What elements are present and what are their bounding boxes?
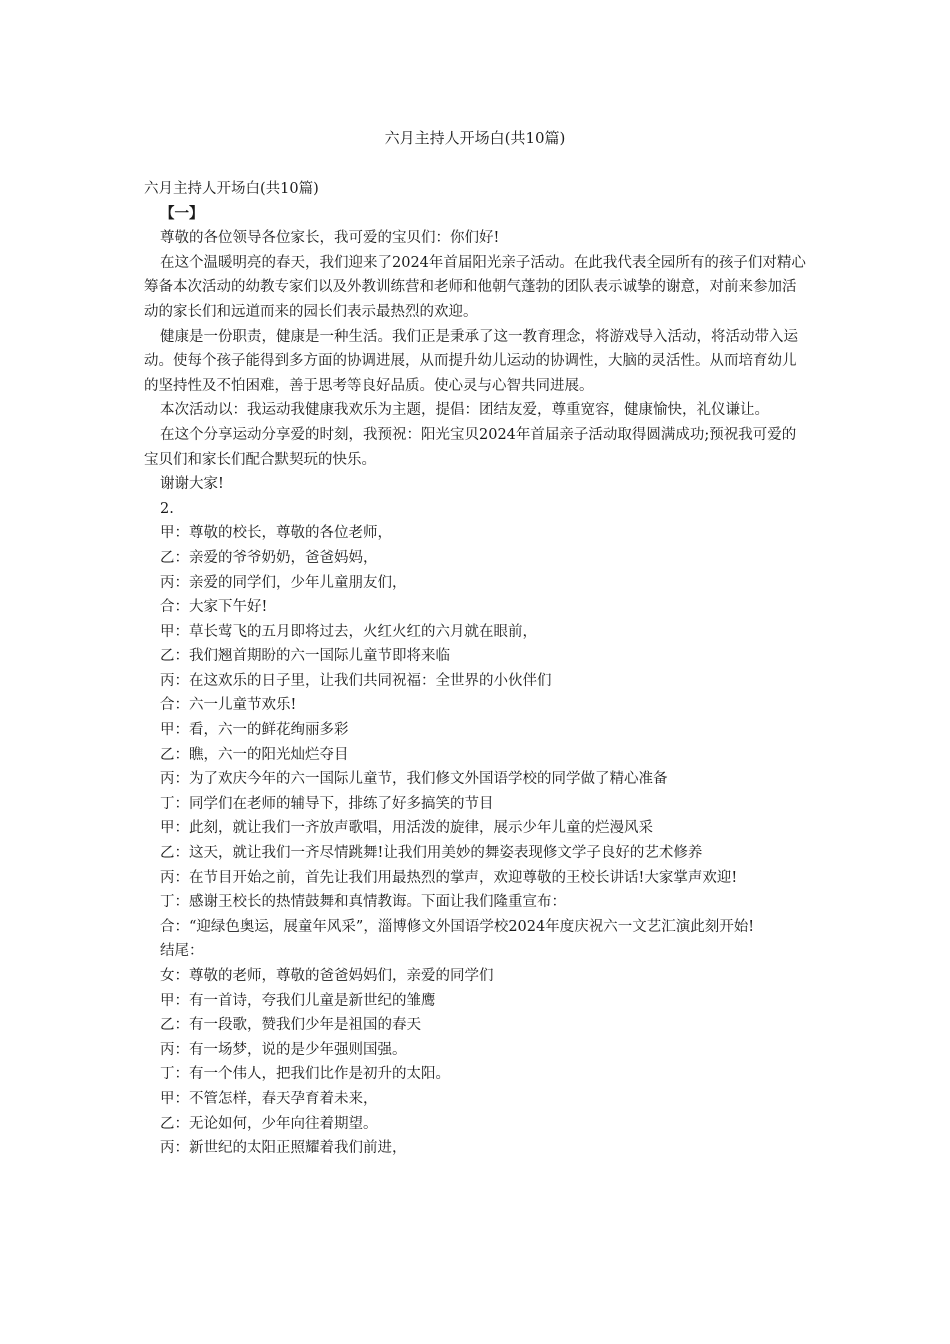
paragraph: 甲：不管怎样，春天孕育着未来， [160, 1090, 378, 1107]
paragraph: 乙：瞧，六一的阳光灿烂夺目 [160, 746, 349, 763]
paragraph: 2. [160, 500, 174, 517]
paragraph: 丁：有一个伟人，把我们比作是初升的太阳。 [160, 1066, 450, 1083]
paragraph: 丙：在这欢乐的日子里，让我们共同祝福：全世界的小伙伴们 [160, 672, 552, 689]
paragraph: 乙：亲爱的爷爷奶奶，爸爸妈妈， [160, 549, 378, 566]
paragraph: 丙：亲爱的同学们，少年儿童朋友们， [160, 574, 407, 591]
paragraph: 谢谢大家! [160, 476, 224, 493]
paragraph: 丙：新世纪的太阳正照耀着我们前进， [160, 1140, 407, 1157]
paragraph: 甲：有一首诗，夸我们儿童是新世纪的雏鹰 [160, 992, 436, 1009]
paragraph: 丙：有一场梦，说的是少年强则国强。 [160, 1041, 407, 1058]
paragraph: 六月主持人开场白(共10篇) [144, 181, 319, 197]
paragraph: 在这个温暖明亮的春天，我们迎来了2024年首届阳光亲子活动。在此我代表全园所有的孩子们对精心筹备本次活动的幼教专家们以及外教训练营和老师和他朝气蓬勃的团队表示诚挚的谢意，对前来参加活动的家长们和远道而来的园长们表示最热烈的欢迎。 [144, 254, 806, 320]
paragraph: 尊敬的各位领导各位家长，我可爱的宝贝们：你们好! [160, 230, 500, 247]
paragraph: 乙：无论如何，少年向往着期望。 [160, 1115, 378, 1132]
paragraph: 乙：我们翘首期盼的六一国际儿童节即将来临 [160, 648, 450, 665]
paragraph: 丙：为了欢庆今年的六一国际儿童节，我们修文外国语学校的同学做了精心准备 [160, 771, 668, 788]
paragraph: 合：“迎绿色奥运，展童年风采”，淄博修文外国语学校2024年度庆祝六一文艺汇演此刻开始! [160, 918, 755, 935]
paragraph: 乙：这天，就让我们一齐尽情跳舞!让我们用美妙的舞姿表现修文学子良好的艺术修养 [160, 845, 703, 862]
paragraph: 合：六一儿童节欢乐! [160, 697, 297, 714]
paragraph: 乙：有一段歌，赞我们少年是祖国的春天 [160, 1017, 421, 1034]
paragraph: 本次活动以：我运动我健康我欢乐为主题，提倡：团结友爱，尊重宽容，健康愉快，礼仪谦让。 [160, 402, 769, 419]
paragraph: 在这个分享运动分享爱的时刻，我预祝：阳光宝贝2024年首届亲子活动取得圆满成功;预祝我可爱的宝贝们和家长们配合默契玩的快乐。 [144, 426, 797, 468]
paragraph: 合：大家下午好! [160, 599, 268, 616]
section-heading: 【一】 [160, 204, 204, 222]
paragraph: 丁：同学们在老师的辅导下，排练了好多搞笑的节目 [160, 795, 494, 812]
document-title: 六月主持人开场白(共10篇) [384, 129, 566, 147]
paragraph: 健康是一份职责，健康是一种生活。我们正是秉承了这一教育理念，将游戏导入活动，将活动带入运动。使每个孩子能得到多方面的协调进展，从而提升幼儿运动的协调性，大脑的灵活性。从而培育幼儿的坚持性及不怕困难，善于思考等良好品质。使心灵与心智共同进展。 [144, 328, 798, 394]
paragraph: 甲：尊敬的校长，尊敬的各位老师， [160, 525, 392, 542]
paragraph: 甲：草长莺飞的五月即将过去，火红火红的六月就在眼前， [160, 623, 537, 640]
paragraph: 甲：此刻，就让我们一齐放声歌唱，用活泼的旋律，展示少年儿童的烂漫风采 [160, 820, 653, 837]
paragraph: 甲：看，六一的鲜花绚丽多彩 [160, 722, 349, 739]
document-body [144, 177, 808, 1161]
paragraph: 丙：在节目开始之前，首先让我们用最热烈的掌声，欢迎尊敬的王校长讲话!大家掌声欢迎! [160, 869, 738, 886]
paragraph: 女：尊敬的老师，尊敬的爸爸妈妈们，亲爱的同学们 [160, 968, 494, 984]
paragraph: 丁：感谢王校长的热情鼓舞和真情教诲。下面让我们隆重宣布： [160, 894, 566, 911]
paragraph: 结尾： [160, 943, 204, 960]
